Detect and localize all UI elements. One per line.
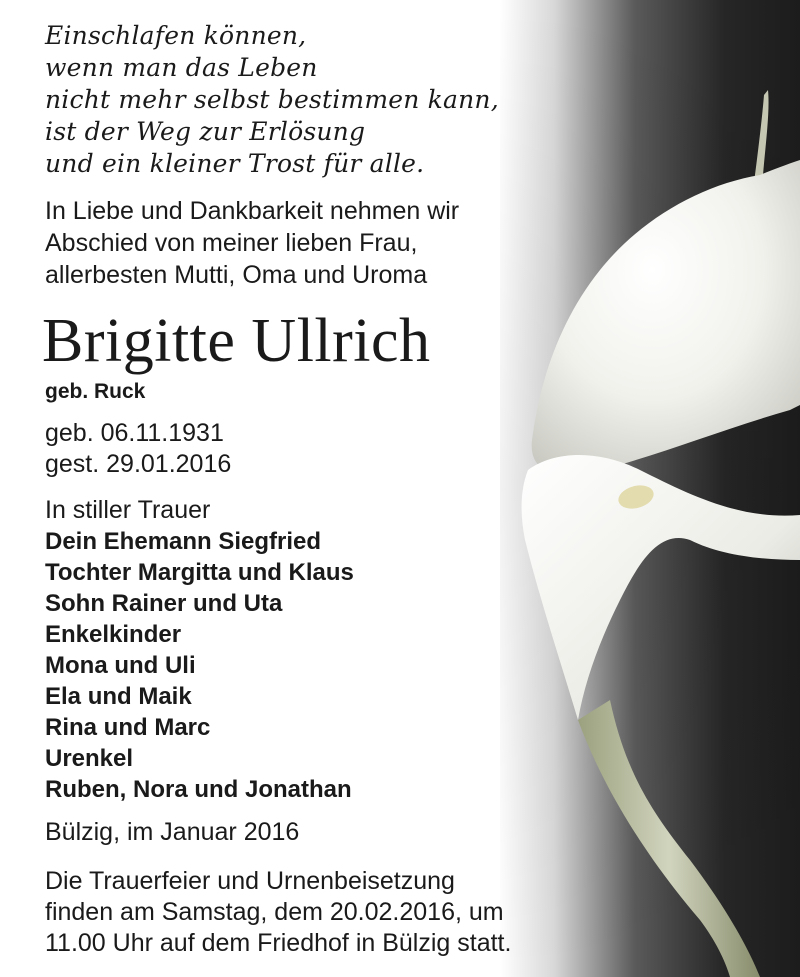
service-line: 11.00 Uhr auf dem Friedhof in Bülzig statt.: [45, 929, 512, 957]
place-date: Bülzig, im Januar 2016: [45, 818, 300, 846]
verse-line: und ein kleiner Trost für alle.: [45, 149, 425, 178]
verse: [45, 20, 499, 180]
intro-line: Abschied von meiner lieben Frau,: [45, 229, 418, 257]
intro-line: allerbesten Mutti, Oma und Uroma: [45, 261, 428, 289]
intro-line: In Liebe und Dankbarkeit nehmen wir: [45, 197, 460, 225]
mourner-line: Urenkel: [45, 745, 134, 772]
death-date: gest. 29.01.2016: [45, 450, 232, 478]
mourner-line: Rina und Marc: [45, 714, 211, 741]
service-line: finden am Samstag, dem 20.02.2016, um: [45, 898, 504, 926]
verse-line: Einschlafen können,: [45, 21, 307, 50]
mourners-list: [45, 526, 354, 805]
mourner-line: Ruben, Nora und Jonathan: [45, 776, 352, 803]
verse-line: nicht mehr selbst bestimmen kann,: [45, 85, 499, 114]
mourner-line: Dein Ehemann Siegfried: [45, 528, 322, 555]
mourner-line: Enkelkinder: [45, 621, 182, 648]
verse-line: wenn man das Leben: [45, 53, 318, 82]
deceased-name: Brigitte Ullrich: [42, 307, 431, 375]
maiden-name: geb. Ruck: [45, 380, 146, 403]
service-info: [45, 866, 511, 959]
mourners-intro: In stiller Trauer: [45, 496, 211, 524]
mourner-line: Sohn Rainer und Uta: [45, 590, 283, 617]
verse-line: ist der Weg zur Erlösung: [45, 117, 366, 146]
life-dates: [45, 418, 231, 480]
mourner-line: Mona und Uli: [45, 652, 196, 679]
birth-date: geb. 06.11.1931: [45, 419, 224, 447]
farewell-intro: [45, 195, 459, 291]
service-line: Die Trauerfeier und Urnenbeisetzung: [45, 867, 455, 895]
mourner-line: Ela und Maik: [45, 683, 192, 710]
mourner-line: Tochter Margitta und Klaus: [45, 559, 354, 586]
